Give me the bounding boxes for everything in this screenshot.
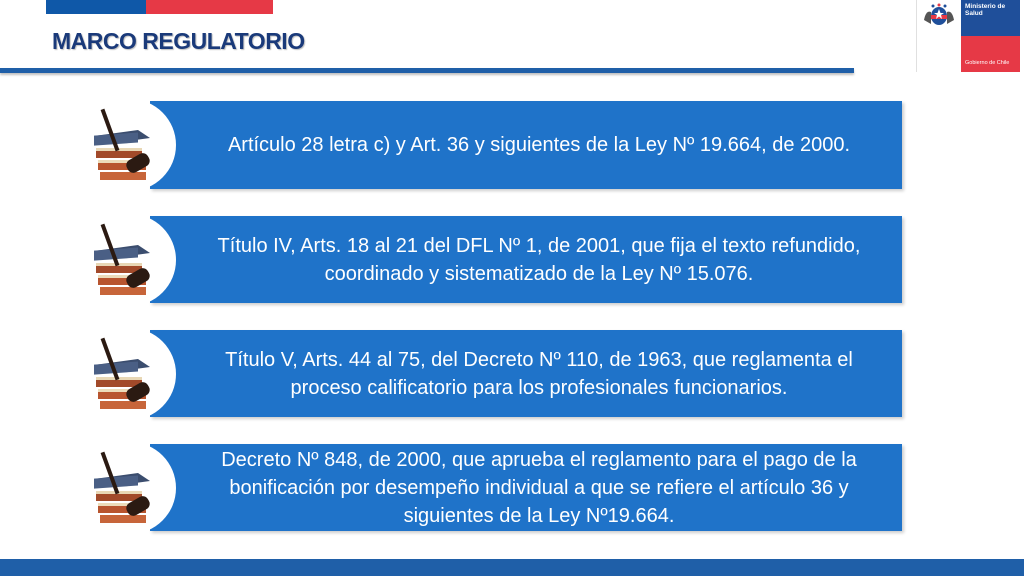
chile-coat-of-arms-icon <box>920 2 958 28</box>
item-bar <box>150 216 902 303</box>
law-books-gavel-icon <box>88 447 168 527</box>
list-item <box>84 216 902 303</box>
item-bar <box>150 330 902 417</box>
page-title: MARCO REGULATORIO <box>52 28 305 54</box>
item-text: Decreto Nº 848, de 2000, que aprueba el reglamento para el pago de la bonificación por desempeño individual a que se refiere el artículo 36 y siguientes de la Ley Nº19.664. <box>221 448 857 527</box>
top-flag-strip <box>46 0 273 14</box>
flag-red-segment <box>146 0 273 14</box>
list-item <box>84 444 902 531</box>
law-books-gavel-icon <box>88 333 168 413</box>
item-bar <box>150 444 902 531</box>
law-books-gavel-icon <box>88 219 168 299</box>
logo-government-name: Gobierno de Chile <box>965 60 1010 66</box>
footer-band <box>0 559 1024 576</box>
item-text: Título IV, Arts. 18 al 21 del DFL Nº 1, de 2001, que fija el texto refundido, coordinado y sistematizado de la Ley Nº 15.076. <box>217 234 861 285</box>
logo-ministry-name: Ministerio de Salud <box>965 3 1006 17</box>
list-item <box>84 330 902 417</box>
ministry-logo <box>916 0 1020 72</box>
item-text: Título V, Arts. 44 al 75, del Decreto Nº 110, de 1963, que reglamenta el proceso calificatorio para los profesionales funcionarios. <box>225 348 853 399</box>
law-books-gavel-icon <box>88 104 168 184</box>
title-underline <box>0 68 854 73</box>
item-bar <box>150 101 902 189</box>
list-item <box>84 101 902 189</box>
flag-blue-segment <box>46 0 146 14</box>
item-text: Artículo 28 letra c) y Art. 36 y siguientes de la Ley Nº 19.664, de 2000. <box>227 134 851 156</box>
